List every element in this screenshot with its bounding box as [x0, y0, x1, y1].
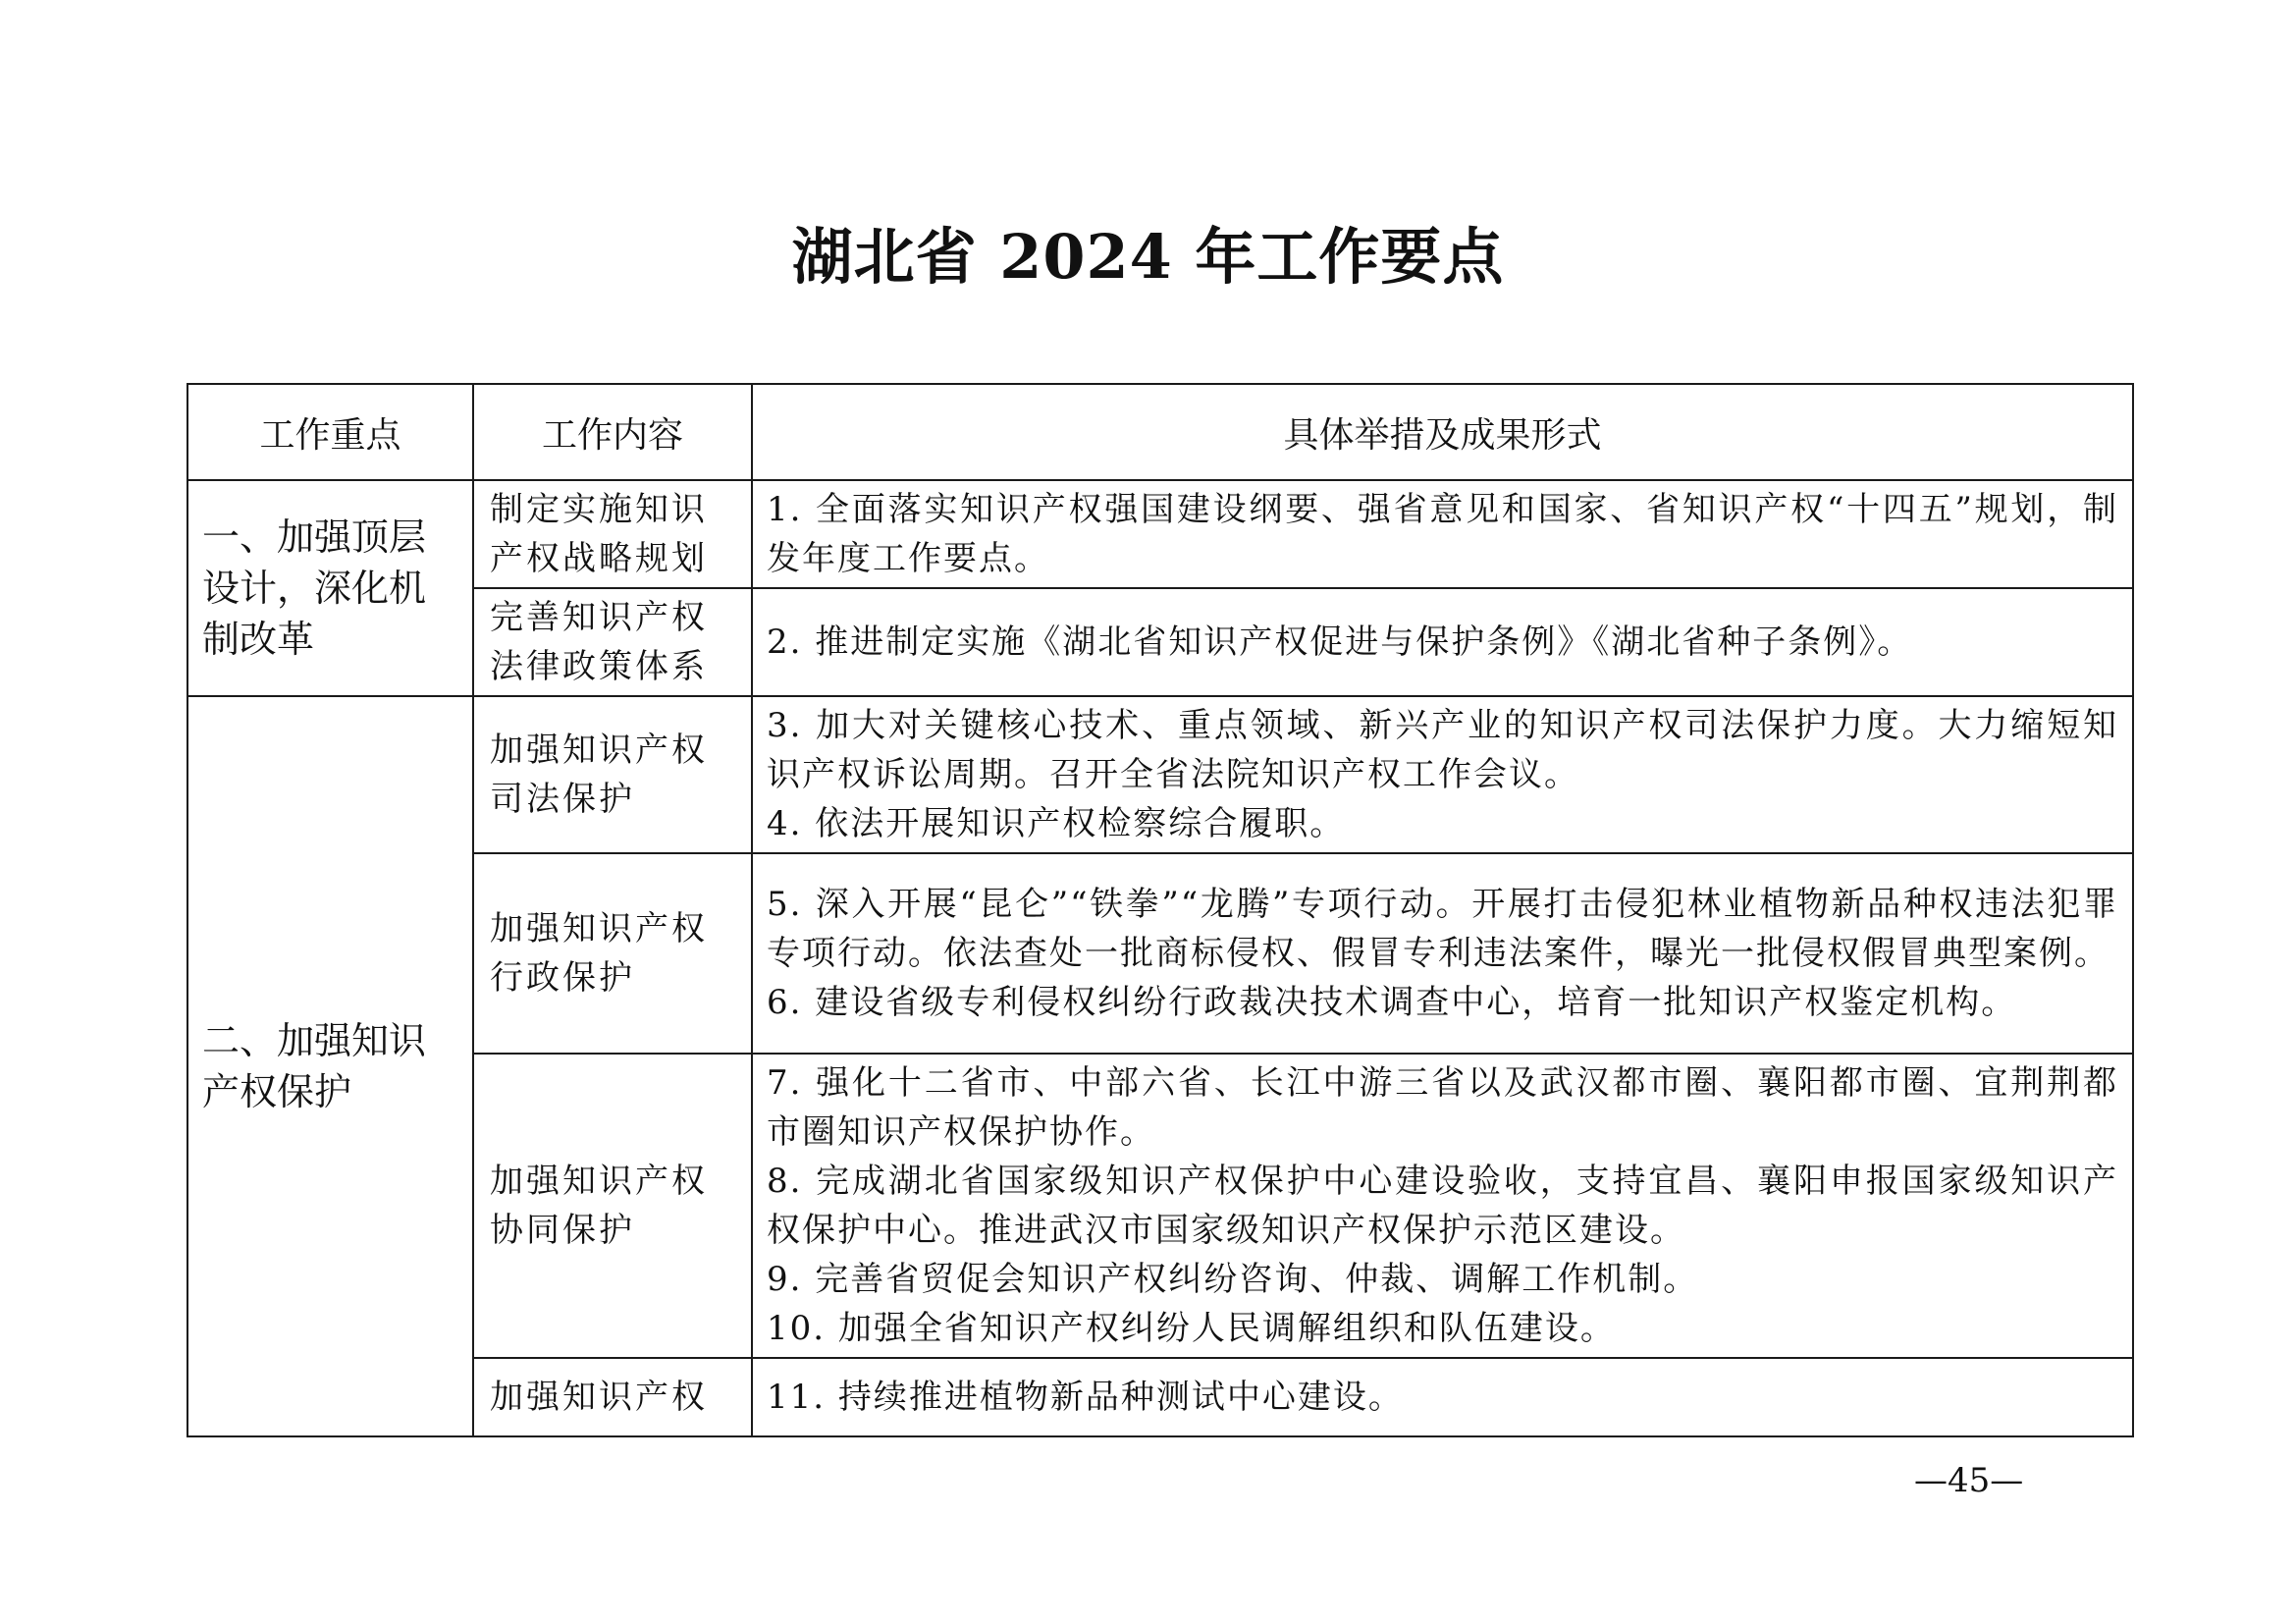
measure-item: 2. 推进制定实施《湖北省知识产权促进与保护条例》《湖北省种子条例》。: [767, 623, 1913, 662]
work-focus-cell: 二、加强知识产权保护: [187, 696, 473, 1436]
measure-item: 1. 全面落实知识产权强国建设纲要、强省意见和国家、省知识产权“十四五”规划，制发年度工作要点。: [767, 490, 2118, 578]
table-row: [187, 853, 2133, 1054]
measure-item: 10. 加强全省知识产权纠纷人民调解组织和队伍建设。: [767, 1309, 1616, 1348]
work-plan-table: [187, 383, 2134, 1437]
table-row: [187, 588, 2133, 696]
measure-item: 11. 持续推进植物新品种测试中心建设。: [767, 1378, 1404, 1417]
work-content-cell: 加强知识产权协同保护: [473, 1054, 752, 1358]
header-measures: 具体举措及成果形式: [752, 384, 2133, 480]
measure-cell: [752, 696, 2133, 853]
table-row: [187, 1054, 2133, 1358]
measure-item: 5. 深入开展“昆仑”“铁拳”“龙腾”专项行动。开展打击侵犯林业植物新品种权违法犯罪专项行动。依法查处一批商标侵权、假冒专利违法案件，曝光一批侵权假冒典型案例。: [767, 885, 2118, 973]
work-content-cell: 加强知识产权司法保护: [473, 696, 752, 853]
measure-item: 8. 完成湖北省国家级知识产权保护中心建设验收，支持宜昌、襄阳申报国家级知识产权保护中心。推进武汉市国家级知识产权保护示范区建设。: [767, 1162, 2118, 1250]
work-content-cell: 加强知识产权: [473, 1358, 752, 1436]
measure-item: 7. 强化十二省市、中部六省、长江中游三省以及武汉都市圈、襄阳都市圈、宜荆荆都市圈知识产权保护协作。: [767, 1063, 2118, 1152]
page-number: —45—: [1914, 1461, 2024, 1500]
measure-item: 4. 依法开展知识产权检察综合履职。: [767, 804, 1346, 843]
work-content-cell: 加强知识产权行政保护: [473, 853, 752, 1054]
work-content-cell: 制定实施知识产权战略规划: [473, 480, 752, 588]
header-work-focus: 工作重点: [187, 384, 473, 480]
table-row: [187, 1358, 2133, 1436]
work-content-cell: 完善知识产权法律政策体系: [473, 588, 752, 696]
measure-cell: [752, 1054, 2133, 1358]
measure-cell: [752, 853, 2133, 1054]
table-header-row: [187, 384, 2133, 480]
measure-item: 6. 建设省级专利侵权纠纷行政裁决技术调查中心，培育一批知识产权鉴定机构。: [767, 983, 2017, 1022]
table-row: [187, 696, 2133, 853]
measure-cell: [752, 588, 2133, 696]
table-row: [187, 480, 2133, 588]
measure-item: 9. 完善省贸促会知识产权纠纷咨询、仲裁、调解工作机制。: [767, 1260, 1699, 1299]
measure-item: 3. 加大对关键核心技术、重点领域、新兴产业的知识产权司法保护力度。大力缩短知识产权诉讼周期。召开全省法院知识产权工作会议。: [767, 706, 2118, 794]
measure-cell: [752, 1358, 2133, 1436]
header-work-content: 工作内容: [473, 384, 752, 480]
page-title: 湖北省 2024 年工作要点: [791, 221, 1505, 293]
work-focus-cell: 一、加强顶层设计，深化机制改革: [187, 480, 473, 696]
measure-cell: [752, 480, 2133, 588]
